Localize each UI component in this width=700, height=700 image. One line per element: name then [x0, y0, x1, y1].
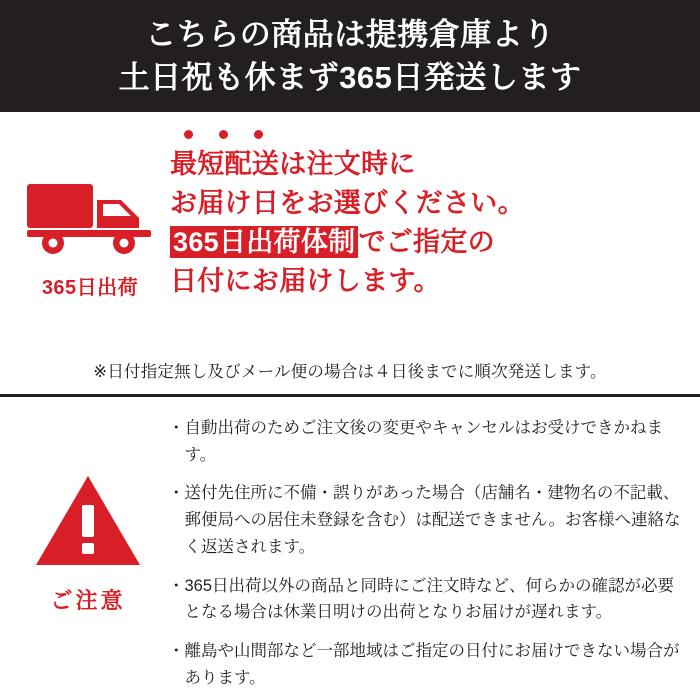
list-item	[168, 480, 686, 560]
caution-section	[0, 397, 700, 700]
header-line-2: 土日祝も休まず365日発送します	[118, 60, 582, 95]
shipping-message-line-2: お届け日をお選びください。	[170, 187, 525, 218]
shipping-message-column	[170, 126, 690, 354]
bullet-icon: ・	[168, 419, 185, 437]
dot-icon	[184, 130, 193, 139]
bullet-icon: ・	[168, 576, 185, 595]
truck-column	[10, 126, 170, 354]
shipping-message-line-4: 日付にお届けします。	[170, 265, 441, 296]
highlight-365-badge: 365日出荷体制	[170, 226, 358, 258]
list-item	[168, 638, 686, 691]
decorative-dots	[184, 130, 690, 139]
caution-item-text: 離島や山間部など一部地域はご指定の日付にお届けできない場合があります。	[184, 642, 680, 687]
shipping-message-line-3-rest: でご指定の	[358, 226, 495, 257]
shipping-message-line-1: 最短配送は注文時に	[170, 149, 416, 179]
banner-header	[0, 0, 700, 112]
delivery-truck-icon	[25, 174, 155, 261]
header-line-1: こちらの商品は提携倉庫より	[145, 17, 555, 53]
shipping-message-line-3	[170, 223, 690, 262]
shipping-note: ※日付指定無し及びメール便の場合は４日後までに順次発送します。	[93, 363, 607, 381]
shipping-main-row	[0, 112, 700, 354]
dot-icon	[254, 130, 263, 139]
truck-label: 365日出荷	[41, 277, 139, 299]
dot-icon	[219, 130, 228, 139]
caution-item-text: 365日出荷以外の商品と同時にご注文時など、何らかの確認が必要となる場合は休業日明けの出荷となりお届けが遅れます。	[184, 576, 675, 622]
caution-list	[168, 413, 686, 700]
list-item	[168, 415, 686, 468]
list-item	[168, 573, 686, 626]
caution-label: ご注意	[50, 588, 126, 613]
bullet-icon: ・	[168, 484, 185, 503]
warning-triangle-icon	[33, 473, 143, 574]
bullet-icon: ・	[168, 642, 185, 661]
caution-item-text: 送付先住所に不備・誤りがあった場合（店舗名・建物名の不記載、郵便局への居住未登録を含む）は配送できません。お客様へ連絡なく返送されます。	[184, 484, 681, 556]
shipping-section	[0, 112, 700, 397]
caution-item-text: 自動出荷のためご注文後の変更やキャンセルはお受けできかねます。	[184, 419, 663, 464]
caution-icon-column	[8, 413, 168, 700]
